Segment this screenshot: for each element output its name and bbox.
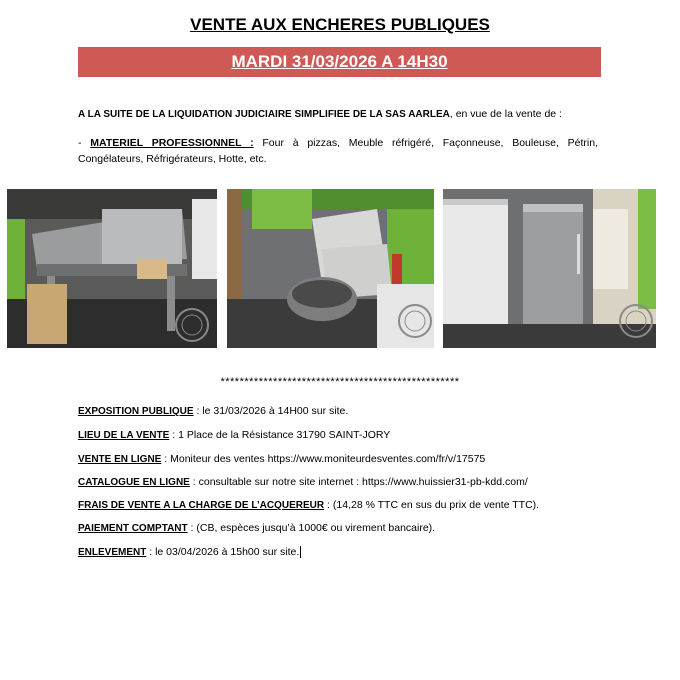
intro-bold: A LA SUITE DE LA LIQUIDATION JUDICIAIRE SIMPLIFIEE DE LA SAS AARLEA: [78, 109, 450, 120]
sale-date-text: MARDI 31/03/2026 A 14H30: [231, 52, 448, 71]
info-exposition: [78, 405, 348, 417]
info-value: : le 03/04/2026 à 15h00 sur site.: [146, 546, 300, 558]
info-catalogue: [78, 476, 528, 488]
page-title: VENTE AUX ENCHERES PUBLIQUES: [190, 15, 490, 34]
info-value: : (14,28 % TTC en sus du prix de vente TTC).: [324, 499, 540, 511]
info-frais: [78, 499, 539, 511]
info-label: ENLEVEMENT: [78, 547, 147, 558]
sale-date-banner: [78, 47, 601, 77]
separator-stars: **************************************************: [220, 376, 460, 388]
info-value: : Moniteur des ventes https://www.moniteurdesventes.com/fr/v/17575: [161, 453, 486, 465]
info-label: PAIEMENT COMPTANT: [78, 523, 188, 534]
info-value: : (CB, espèces jusqu’à 1000€ ou virement bancaire).: [187, 522, 436, 534]
info-label: EXPOSITION PUBLIQUE: [78, 406, 194, 417]
info-label: LIEU DE LA VENTE: [78, 430, 170, 441]
info-label: CATALOGUE EN LIGNE: [78, 477, 190, 488]
info-enlevement: [78, 546, 301, 558]
info-lieu: [78, 429, 390, 441]
info-paiement: [78, 522, 435, 534]
materiel-paragraph: [78, 135, 598, 167]
info-value: : consultable sur notre site internet : https://www.huissier31-pb-kdd.com/: [189, 476, 528, 488]
pizza-oven-photo: [7, 189, 217, 348]
intro-paragraph: [78, 108, 603, 120]
refrigerator-photo: [443, 189, 656, 348]
materiel-prefix: -: [78, 137, 91, 149]
info-label: FRAIS DE VENTE A LA CHARGE DE L’ACQUEREUR: [78, 500, 325, 511]
info-value: : 1 Place de la Résistance 31790 SAINT-JORY: [169, 429, 391, 441]
dough-mixer-photo: [227, 189, 434, 348]
info-value: : le 31/03/2026 à 14H00 sur site.: [193, 405, 349, 417]
materiel-list: Four à pizzas, Meuble réfrigéré, Façonneuse, Bouleuse, Pétrin, Congélateurs, Réfrigérateurs, Hotte, etc.: [78, 137, 599, 165]
intro-rest: , en vue de la vente de :: [449, 108, 562, 120]
text-cursor: [300, 546, 301, 558]
info-vente-en-ligne: [78, 453, 485, 465]
info-label: VENTE EN LIGNE: [78, 454, 162, 465]
materiel-label: MATERIEL PROFESSIONNEL :: [90, 137, 254, 149]
